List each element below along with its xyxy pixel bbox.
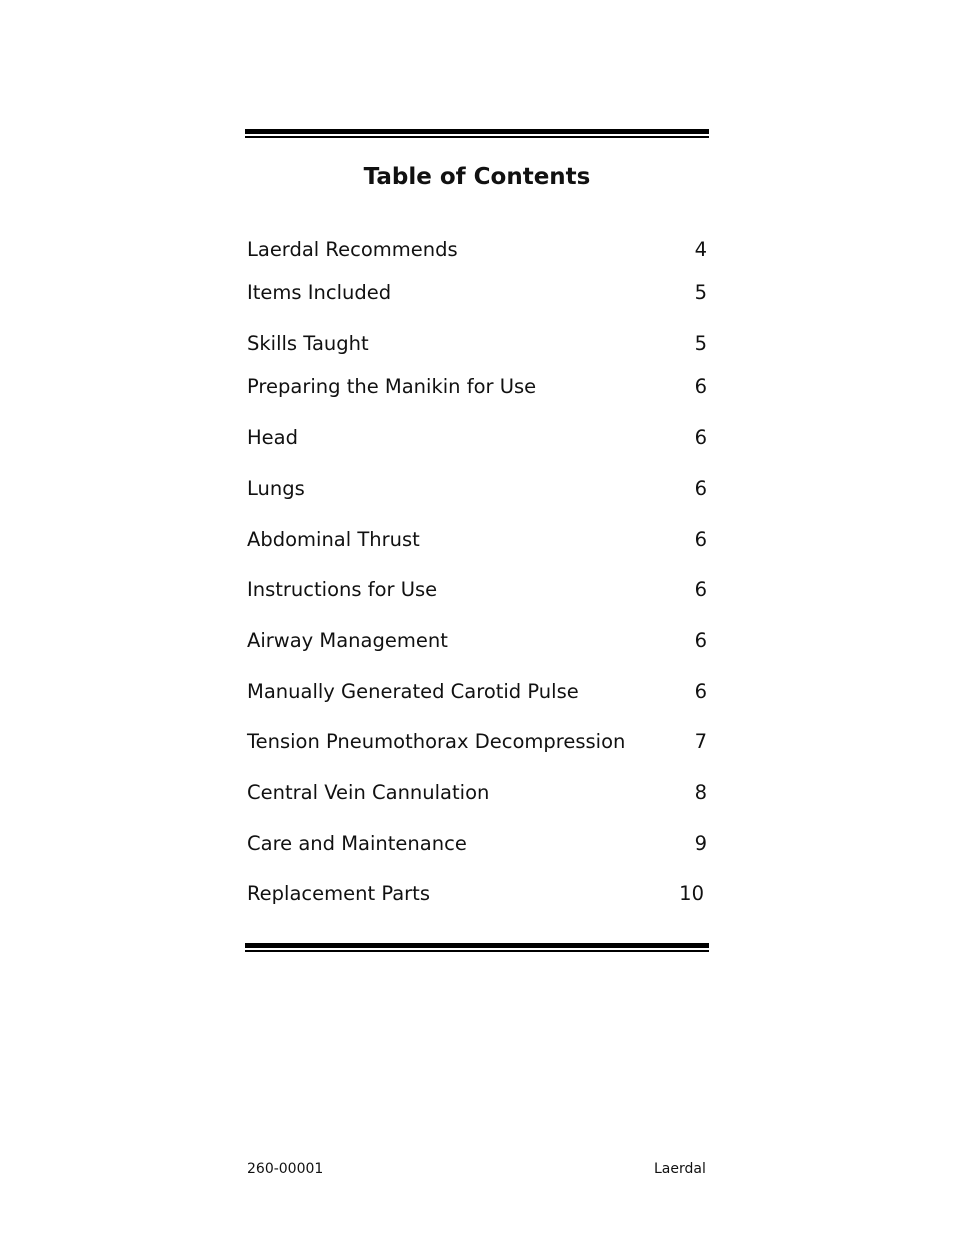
toc-entry-page-number: 6	[694, 477, 707, 500]
toc-entry-abdominal-thrust	[247, 526, 707, 554]
toc-entry-page-number: 6	[694, 528, 707, 551]
toc-entry-page-number: 10	[679, 882, 704, 905]
toc-entry-central-vein-cannulation	[247, 779, 707, 807]
footer-document-number: 260-00001	[247, 1161, 324, 1177]
toc-entry-label: Airway Management	[247, 629, 448, 652]
toc-entry-page-number: 6	[694, 629, 707, 652]
toc-entry-laerdal-recommends	[247, 236, 707, 264]
toc-entry-replacement-parts	[247, 880, 707, 908]
toc-entry-label: Skills Taught	[247, 332, 369, 355]
toc-entry-page-number: 6	[694, 680, 707, 703]
toc-entry-label: Central Vein Cannulation	[247, 781, 490, 804]
toc-entry-page-number: 6	[694, 426, 707, 449]
toc-entry-head	[247, 424, 707, 452]
toc-entry-label: Tension Pneumothorax Decompression	[247, 730, 626, 753]
toc-entry-label: Instructions for Use	[247, 578, 438, 601]
top-divider-rule	[245, 129, 709, 138]
toc-entry-label: Items Included	[247, 281, 392, 304]
toc-entry-page-number: 5	[694, 281, 707, 304]
bottom-divider-rule	[245, 943, 709, 952]
toc-entry-skills-taught	[247, 330, 707, 358]
toc-entry-label: Preparing the Manikin for Use	[247, 375, 537, 398]
toc-entry-items-included	[247, 279, 707, 307]
toc-entry-page-number: 8	[694, 781, 707, 804]
toc-entry-page-number: 6	[694, 375, 707, 398]
toc-entry-label: Abdominal Thrust	[247, 528, 420, 551]
toc-entry-airway-management	[247, 627, 707, 655]
toc-entry-label: Laerdal Recommends	[247, 238, 458, 261]
toc-entry-carotid-pulse	[247, 678, 707, 706]
toc-entry-label: Replacement Parts	[247, 882, 430, 905]
toc-entry-instructions-for-use	[247, 576, 707, 604]
page-title: Table of Contents	[363, 164, 591, 190]
toc-entry-page-number: 4	[694, 238, 707, 261]
toc-entry-page-number: 6	[694, 578, 707, 601]
toc-entry-tension-pneumothorax	[247, 728, 707, 756]
toc-entry-label: Care and Maintenance	[247, 832, 467, 855]
toc-entry-preparing-manikin	[247, 373, 707, 401]
toc-entry-label: Manually Generated Carotid Pulse	[247, 680, 579, 703]
toc-entry-care-and-maintenance	[247, 830, 707, 858]
toc-entry-page-number: 7	[694, 730, 707, 753]
toc-entry-label: Head	[247, 426, 298, 449]
footer-brand: Laerdal	[654, 1161, 706, 1177]
toc-entry-page-number: 5	[694, 332, 707, 355]
toc-entry-lungs	[247, 475, 707, 503]
toc-entry-page-number: 9	[694, 832, 707, 855]
toc-entry-label: Lungs	[247, 477, 305, 500]
